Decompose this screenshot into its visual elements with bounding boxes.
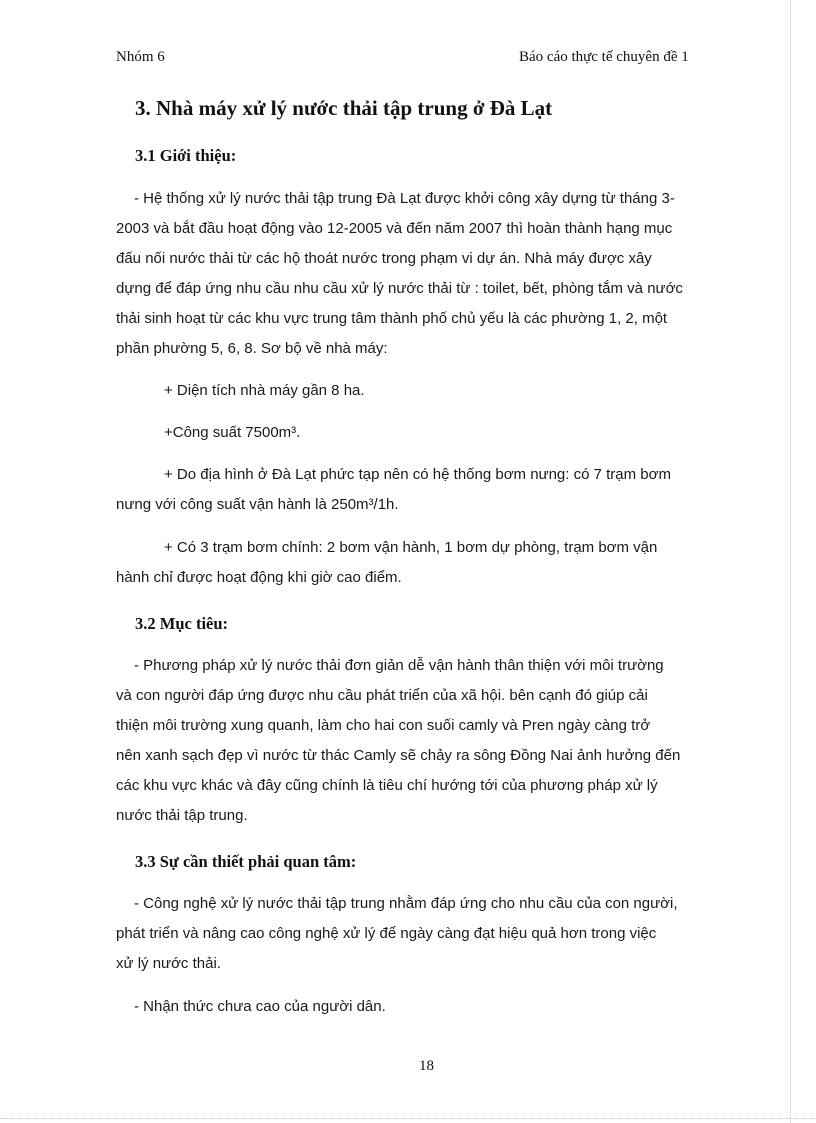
page-number: 18 [419, 1058, 434, 1074]
paragraph-line: và con người đáp ứng được nhu cầu phát triển của xã hội. bên cạnh đó giúp cải [116, 687, 648, 704]
bullet-main-pump-line: hành chỉ được hoạt động khi giờ cao điểm. [116, 569, 402, 586]
section-title: 3. Nhà máy xử lý nước thải tập trung ở Đà Lạt [135, 96, 553, 120]
paragraph-line: - Phương pháp xử lý nước thải đơn giản dễ vận hành thân thiện với môi trường [134, 657, 664, 674]
paragraph-line: thải sinh hoạt từ các khu vực trung tâm thành phố chủ yếu là các phường 1, 2, một [116, 310, 668, 327]
bullet-capacity: +Công suất 7500m³. [164, 424, 301, 441]
paragraph-line: nên xanh sạch đẹp vì nước từ thác Camly sẽ chảy ra sông Đồng Nai ảnh hưởng đến [116, 747, 681, 764]
paragraph-line: xử lý nước thải. [116, 955, 221, 972]
bullet-pump-line: nưng với công suất vận hành là 250m³/1h. [116, 496, 399, 513]
subsection-title-objectives: 3.2 Mục tiêu: [135, 614, 229, 633]
header-group-name: Nhóm 6 [116, 49, 165, 65]
paragraph-line: các khu vực khác và đây cũng chính là tiêu chí hướng tới của phương pháp xử lý [116, 777, 658, 794]
paragraph-line: dựng để đáp ứng nhu cầu nhu cầu xử lý nước thải từ : toilet, bết, phòng tắm và nước [116, 280, 683, 297]
paragraph-line: phần phường 5, 6, 8. Sơ bộ về nhà máy: [116, 340, 388, 357]
paragraph-line: phát triển và nâng cao công nghệ xử lý để ngày càng đạt hiệu quả hơn trong việc [116, 925, 657, 942]
header-report-title: Báo cáo thực tế chuyên đề 1 [519, 49, 689, 65]
page-border-right [790, 0, 791, 1123]
bullet-main-pump-line: + Có 3 trạm bơm chính: 2 bơm vận hành, 1 bơm dự phòng, trạm bơm vận [164, 539, 658, 556]
bullet-pump-line: + Do địa hình ở Đà Lạt phức tạp nên có hệ thống bơm nưng: có 7 trạm bơm [164, 466, 671, 483]
paragraph-line: đấu nối nước thải từ các hộ thoát nước trong phạm vi dự án. Nhà máy được xây [116, 250, 652, 267]
subsection-title-necessity: 3.3 Sự cần thiết phải quan tâm: [135, 852, 357, 871]
page-border-bottom [0, 1118, 816, 1119]
paragraph-line: 2003 và bắt đầu hoạt động vào 12-2005 và đến năm 2007 thì hoàn thành hạng mục [116, 220, 673, 237]
paragraph-line: - Nhận thức chưa cao của người dân. [134, 998, 386, 1015]
bullet-area: + Diện tích nhà máy gần 8 ha. [164, 382, 365, 399]
paragraph-line: - Hệ thống xử lý nước thải tập trung Đà Lạt được khởi công xây dựng từ tháng 3- [134, 190, 675, 207]
paragraph-line: nước thải tập trung. [116, 807, 248, 824]
paragraph-line: thiện môi trường xung quanh, làm cho hai con suối camly và Pren ngày càng trở [116, 717, 651, 734]
subsection-title-introduction: 3.1 Giới thiệu: [135, 146, 237, 165]
paragraph-line: - Công nghệ xử lý nước thải tập trung nhằm đáp ứng cho nhu cầu của con người, [134, 895, 678, 912]
